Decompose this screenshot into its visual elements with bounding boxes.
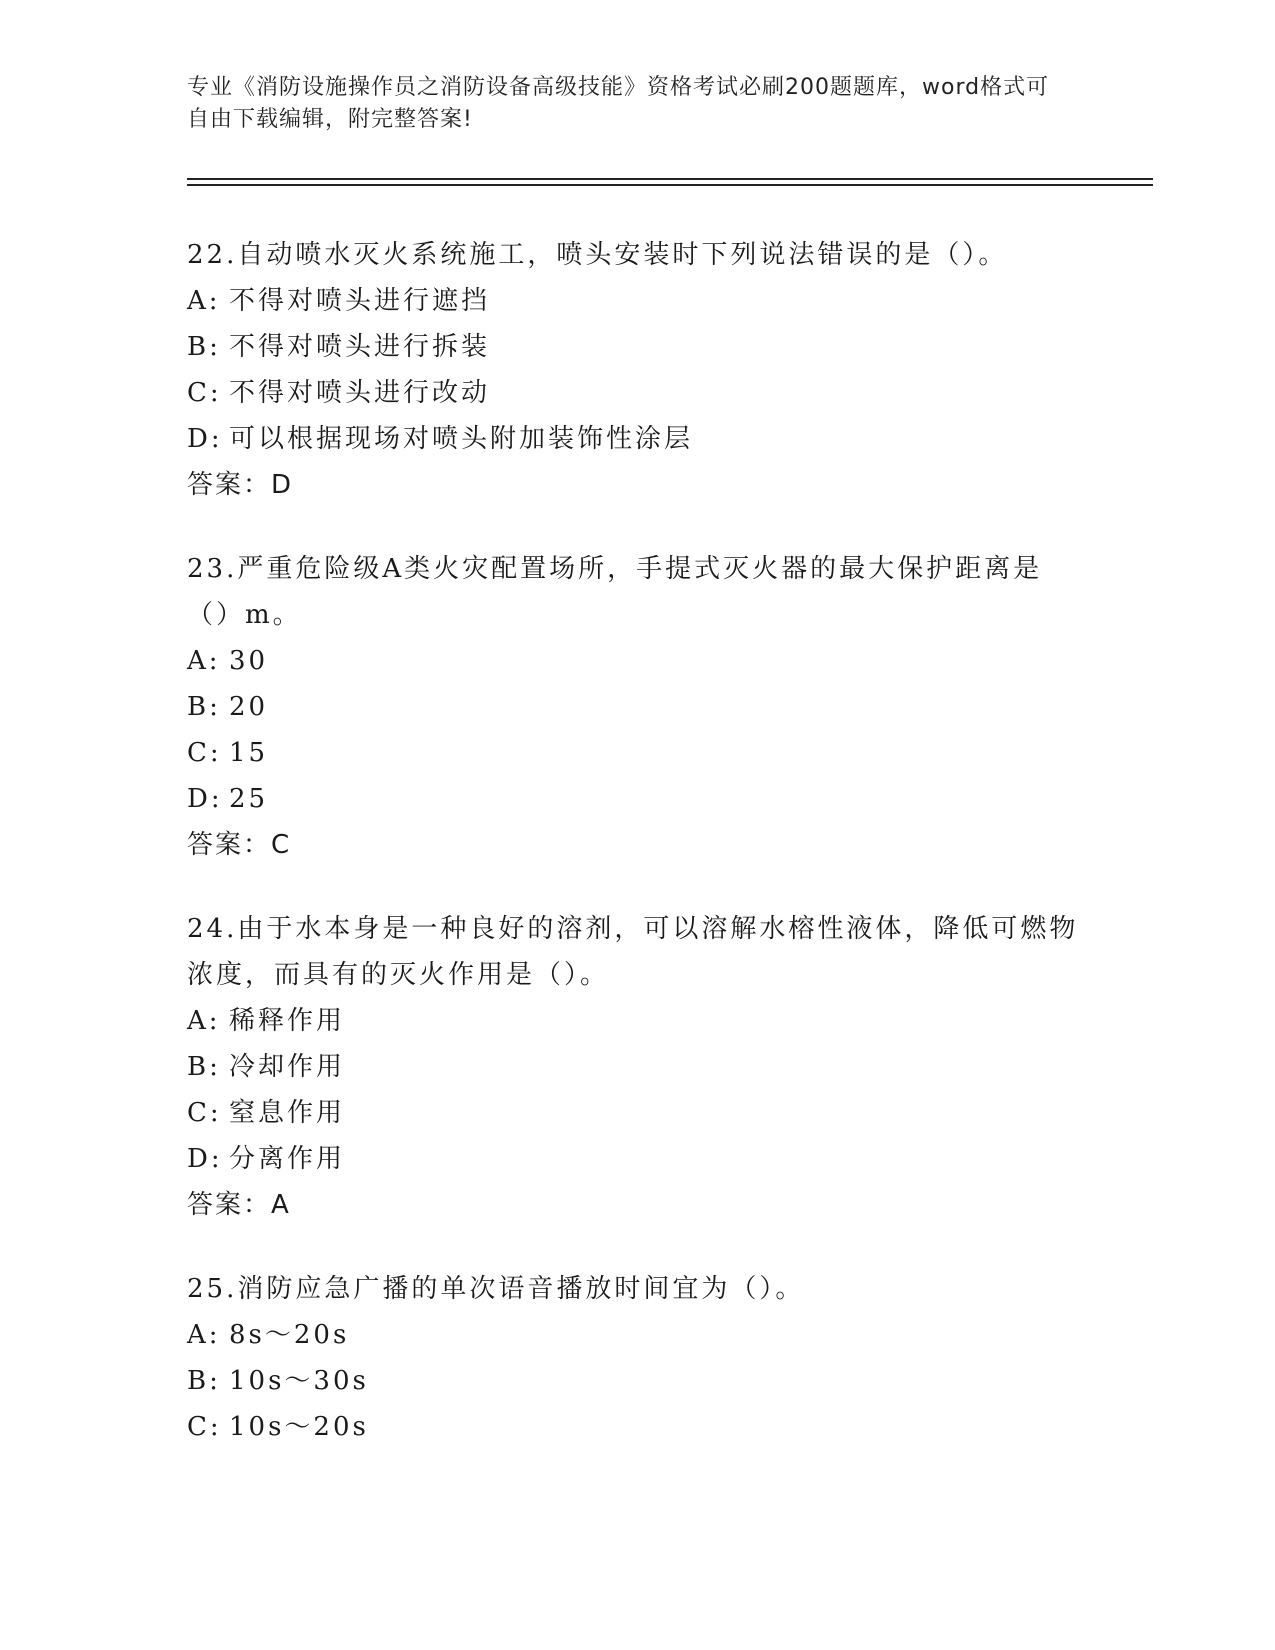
option-text: 不得对喷头进行拆装 bbox=[229, 332, 491, 362]
option-text: 30 bbox=[229, 646, 269, 676]
answer-line: 答案：D bbox=[187, 470, 294, 500]
question-25 bbox=[187, 1266, 1087, 1450]
option-text: 可以根据现场对喷头附加装饰性涂层 bbox=[229, 424, 694, 454]
option-letter: A: bbox=[187, 286, 221, 316]
option-c bbox=[187, 730, 1087, 776]
option-a bbox=[187, 1312, 1087, 1358]
option-letter: B: bbox=[187, 692, 221, 722]
question-stem: 25.消防应急广播的单次语音播放时间宜为（）。 bbox=[187, 1274, 805, 1304]
document-intro bbox=[187, 72, 1067, 136]
option-d bbox=[187, 776, 1087, 822]
option-letter: C: bbox=[187, 738, 222, 768]
option-letter: A: bbox=[187, 1320, 221, 1350]
option-text: 10s～20s bbox=[229, 1412, 369, 1442]
option-letter: D: bbox=[187, 784, 223, 814]
option-text: 15 bbox=[229, 738, 269, 768]
option-text: 冷却作用 bbox=[229, 1052, 346, 1082]
question-22 bbox=[187, 232, 1087, 508]
question-stem: 23.严重危险级A类火灾配置场所，手提式灭火器的最大保护距离是（）m。 bbox=[187, 554, 1043, 630]
option-letter: A: bbox=[187, 1006, 221, 1036]
answer-line: 答案：C bbox=[187, 830, 292, 860]
option-letter: D: bbox=[187, 424, 223, 454]
question-23 bbox=[187, 546, 1087, 868]
answer-line: 答案：A bbox=[187, 1190, 291, 1220]
option-text: 窒息作用 bbox=[229, 1098, 346, 1128]
option-a bbox=[187, 998, 1087, 1044]
option-text: 10s～30s bbox=[229, 1366, 369, 1396]
option-text: 稀释作用 bbox=[229, 1006, 346, 1036]
option-letter: C: bbox=[187, 1412, 222, 1442]
option-c bbox=[187, 1404, 1087, 1450]
option-letter: C: bbox=[187, 1098, 222, 1128]
option-letter: B: bbox=[187, 1052, 221, 1082]
option-letter: A: bbox=[187, 646, 221, 676]
option-a bbox=[187, 278, 1087, 324]
question-stem: 24.由于水本身是一种良好的溶剂，可以溶解水榕性液体，降低可燃物浓度，而具有的灭火作用是（）。 bbox=[187, 914, 1079, 990]
option-b bbox=[187, 684, 1087, 730]
option-letter: D: bbox=[187, 1144, 223, 1174]
option-d bbox=[187, 416, 1087, 462]
option-letter: B: bbox=[187, 332, 221, 362]
question-list bbox=[187, 232, 1087, 1488]
option-d bbox=[187, 1136, 1087, 1182]
option-text: 20 bbox=[229, 692, 269, 722]
option-c bbox=[187, 370, 1087, 416]
intro-text: 专业《消防设施操作员之消防设备高级技能》资格考试必刷200题题库，word格式可自由下载编辑，附完整答案! bbox=[187, 75, 1050, 132]
header-divider-top bbox=[187, 178, 1153, 180]
option-text: 不得对喷头进行遮挡 bbox=[229, 286, 491, 316]
option-b bbox=[187, 1044, 1087, 1090]
question-stem: 22.自动喷水灭火系统施工，喷头安装时下列说法错误的是（）。 bbox=[187, 240, 1008, 270]
option-b bbox=[187, 1358, 1087, 1404]
question-24 bbox=[187, 906, 1087, 1228]
option-text: 8s～20s bbox=[229, 1320, 350, 1350]
option-letter: C: bbox=[187, 378, 222, 408]
option-text: 不得对喷头进行改动 bbox=[229, 378, 491, 408]
option-text: 25 bbox=[229, 784, 269, 814]
option-a bbox=[187, 638, 1087, 684]
header-divider-bottom bbox=[187, 184, 1153, 186]
option-letter: B: bbox=[187, 1366, 221, 1396]
option-text: 分离作用 bbox=[229, 1144, 346, 1174]
option-b bbox=[187, 324, 1087, 370]
option-c bbox=[187, 1090, 1087, 1136]
